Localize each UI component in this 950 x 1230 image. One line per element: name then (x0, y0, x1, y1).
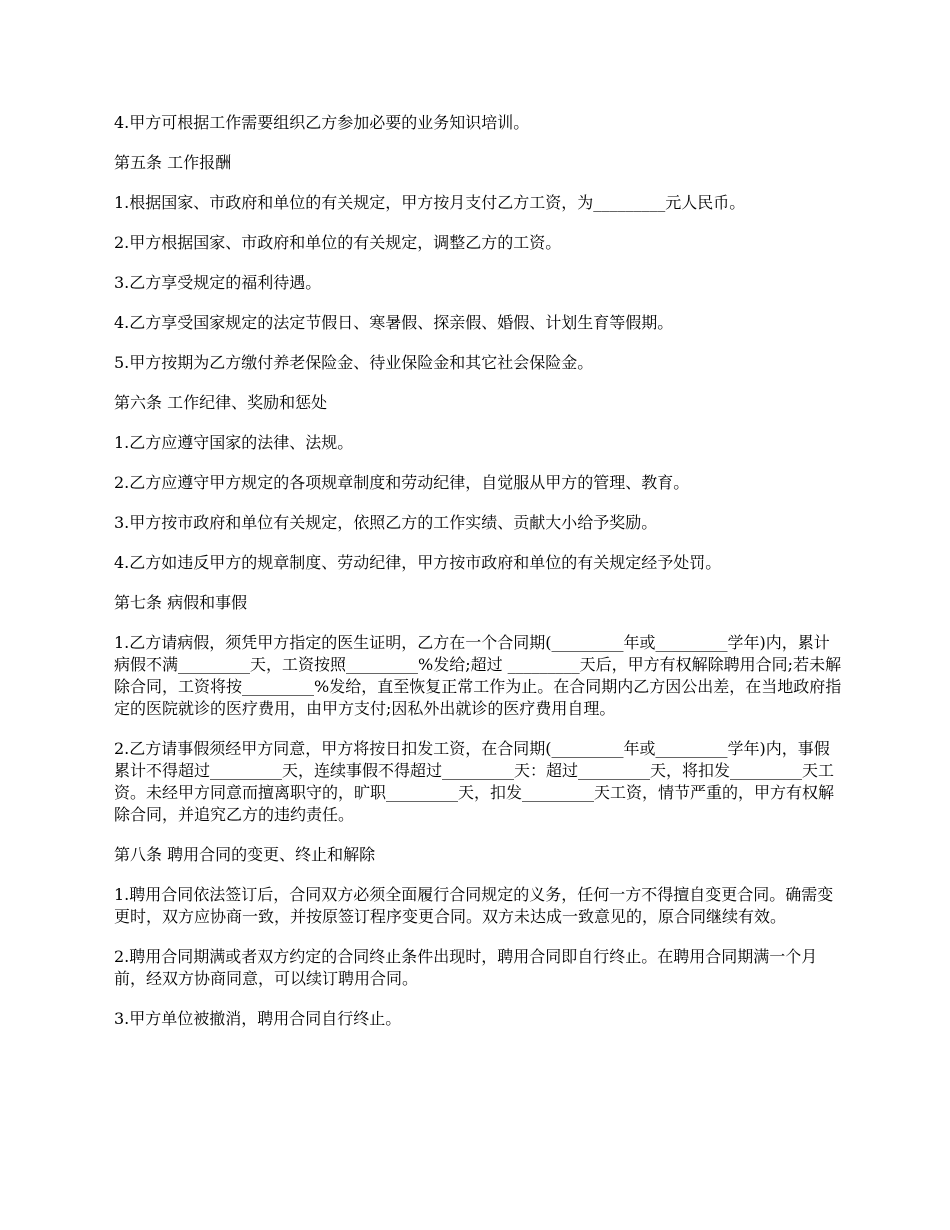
paragraph-contract-expiry: 2.聘用合同期满或者双方约定的合同终止条件出现时，聘用合同即自行终止。在聘用合同期满一个月前，经双方协商同意，可以续订聘用合同。 (114, 947, 818, 988)
section-heading-6: 第六条 工作纪律、奖励和惩处 (114, 393, 328, 412)
document-body (114, 112, 844, 1048)
section-heading-8: 第八条 聘用合同的变更、终止和解除 (114, 845, 376, 864)
section-heading-5: 第五条 工作报酬 (114, 153, 232, 172)
paragraph-law: 1.乙方应遵守国家的法律、法规。 (114, 433, 354, 452)
paragraph-insurance: 5.甲方按期为乙方缴付养老保险金、待业保险金和其它社会保险金。 (114, 353, 594, 372)
paragraph-holidays: 4.乙方享受国家规定的法定节假日、寒暑假、探亲假、婚假、计划生育等假期。 (114, 313, 674, 332)
paragraph-rules: 2.乙方应遵守甲方规定的各项规章制度和劳动纪律，自觉服从甲方的管理、教育。 (114, 473, 690, 492)
section-heading-7: 第七条 病假和事假 (114, 593, 248, 612)
paragraph-punishment: 4.乙方如违反甲方的规章制度、劳动纪律，甲方按市政府和单位的有关规定经予处罚。 (114, 553, 722, 572)
paragraph-salary-adjust: 2.甲方根据国家、市政府和单位的有关规定，调整乙方的工资。 (114, 233, 562, 252)
paragraph-welfare: 3.乙方享受规定的福利待遇。 (114, 273, 322, 292)
paragraph-training: 4.甲方可根据工作需要组织乙方参加必要的业务知识培训。 (114, 113, 530, 132)
paragraph-contract-change: 1.聘用合同依法签订后，合同双方必须全面履行合同规定的义务，任何一方不得擅自变更合同。确需变更时，双方应协商一致，并按原签订程序变更合同。双方未达成一致意见的，原合同继续有效。 (114, 885, 834, 926)
paragraph-personal-leave: 2.乙方请事假须经甲方同意，甲方将按日扣发工资，在合同期(_________年或_________学年)内，事假累计不得超过_________天，连续事假不得超过_________天：超过_________天，将扣发_________天工资。未经甲方同意而擅离职守的，旷职_________天，扣发_________天工资，情节严重的，甲方有权解除合同，并追究乙方的违约责任。 (114, 739, 835, 824)
paragraph-unit-dissolved: 3.甲方单位被撤消，聘用合同自行终止。 (114, 1009, 402, 1028)
paragraph-salary-amount: 1.根据国家、市政府和单位的有关规定，甲方按月支付乙方工资，为_________元人民币。 (114, 193, 746, 212)
paragraph-reward: 3.甲方按市政府和单位有关规定，依照乙方的工作实绩、贡献大小给予奖励。 (114, 513, 658, 532)
paragraph-sick-leave: 1.乙方请病假，须凭甲方指定的医生证明，乙方在一个合同期(_________年或_________学年)内，累计病假不满_________天，工资按照_________%发给;超过 _________天后，甲方有权解除聘用合同;若未解除合同，工资将按_________%发给，直至恢复正常工作为止。在合同期内乙方因公出差，在当地政府指定的医院就诊的医疗费用，由甲方支付;因私外出就诊的医疗费用自理。 (114, 633, 842, 718)
